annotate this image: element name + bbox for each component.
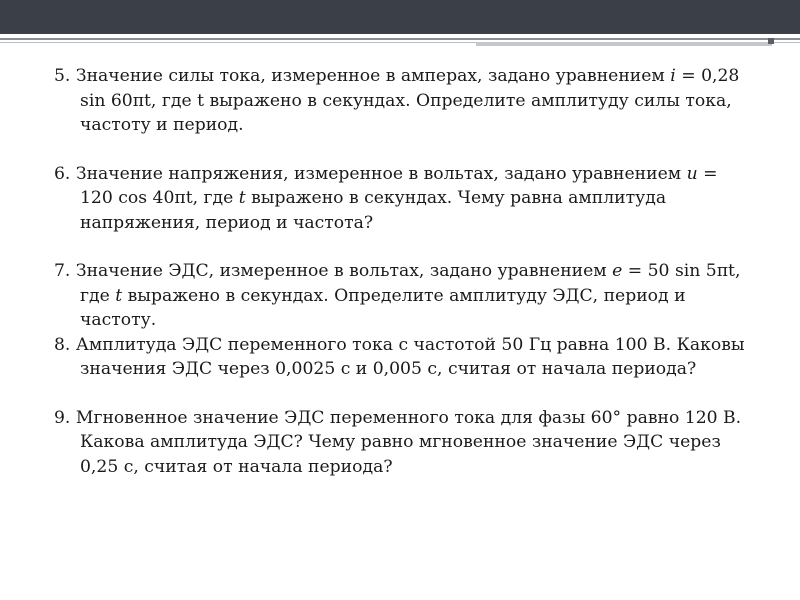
problem-text: Мгновенное значение ЭДС переменного тока для фазы 60° равно 120 В. Какова амплитуда ЭДС? Чему равно мгновенное значение ЭДС через 0,25 с, считая от начала периода? <box>70 407 742 477</box>
problem-text: = 120 cos 40πt, где <box>80 163 718 208</box>
problem-number: 6. <box>54 163 71 184</box>
header-rule <box>0 38 800 40</box>
variable-t: t <box>115 285 123 306</box>
problem-text: выражено в секундах. Чему равна амплитуда напряжения, период и частота? <box>80 188 667 233</box>
problem-7 <box>54 259 754 333</box>
header-tab-marker <box>768 38 774 44</box>
problem-number: 9. <box>54 407 71 428</box>
variable-u: u <box>686 163 698 184</box>
variable-t: t <box>238 188 246 208</box>
variable-i: i <box>670 66 676 86</box>
problem-text: = 0,28 sin 60πt, где t выражено в секундах. Определите амплитуду силы тока, частоту и период. <box>80 66 740 135</box>
problem-8 <box>54 333 754 382</box>
problem-6 <box>54 162 754 236</box>
problem-list <box>54 64 754 479</box>
problem-text: Значение напряжения, измеренное в вольтах, задано уравнением <box>70 163 687 184</box>
problem-text: Значение силы тока, измеренное в амперах, задано уравнением <box>70 66 671 86</box>
problem-text: Значение ЭДС, измеренное в вольтах, задано уравнением <box>70 261 613 281</box>
problem-text: = 50 sin 5πt, где <box>80 261 741 306</box>
problem-number: 8. <box>54 334 71 355</box>
header-tab-accent <box>476 42 772 46</box>
variable-e: e <box>612 261 623 281</box>
problem-number: 7. <box>54 261 71 281</box>
problem-text: Амплитуда ЭДС переменного тока с частотой 50 Гц равна 100 В. Каковы значения ЭДС через 0,0025 с и 0,005 с, считая от начала периода? <box>70 334 745 379</box>
problem-9 <box>54 406 754 480</box>
problem-5 <box>54 64 754 138</box>
header-bar <box>0 0 800 34</box>
problem-text: выражено в секундах. Определите амплитуду ЭДС, период и частоту. <box>80 285 686 330</box>
problem-number: 5. <box>54 66 71 86</box>
